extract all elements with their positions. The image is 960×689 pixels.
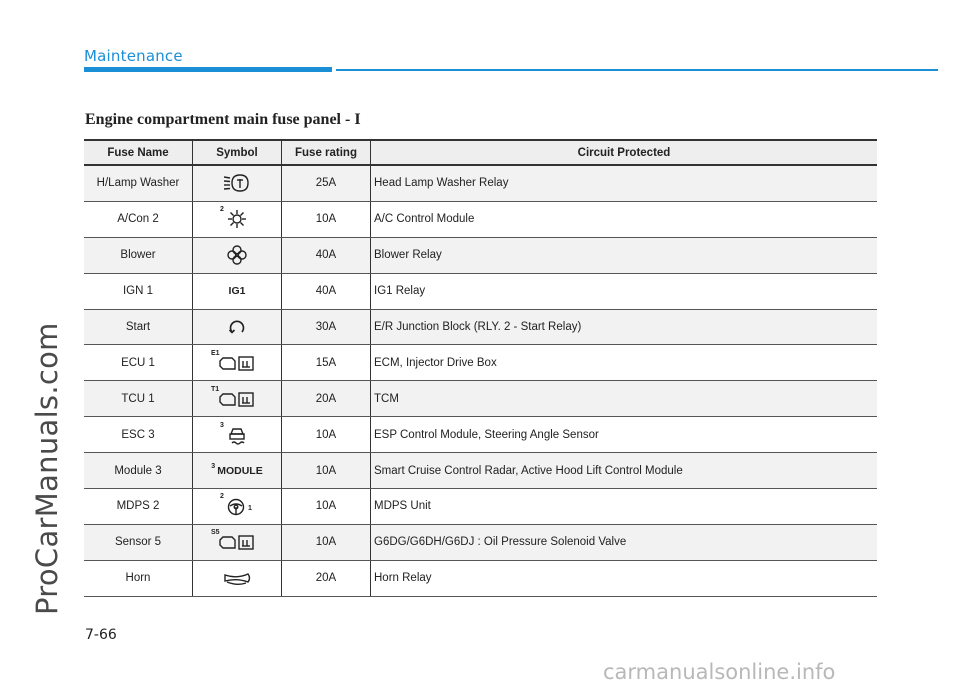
- fuse-name-cell: Sensor 5: [84, 524, 193, 560]
- fuse-name-cell: IGN 1: [84, 273, 193, 309]
- fuse-rating-cell: 25A: [282, 165, 371, 201]
- symbol-superscript: 3: [220, 421, 224, 429]
- symbol-superscript: T1: [211, 385, 220, 393]
- fuse-name-cell: Blower: [84, 237, 193, 273]
- fuse-rating-cell: 10A: [282, 524, 371, 560]
- fuse-name-cell: H/Lamp Washer: [84, 165, 193, 201]
- header-rule-thin: [336, 69, 938, 71]
- table-row: [84, 524, 877, 560]
- symbol-cell: [193, 165, 282, 201]
- table-header-row: [84, 140, 877, 165]
- fuse-name-cell: Start: [84, 309, 193, 345]
- table-row: [84, 201, 877, 237]
- column-header-symbol: Symbol: [193, 140, 282, 165]
- circuit-cell: Smart Cruise Control Radar, Active Hood Lift Control Module: [371, 453, 878, 489]
- side-watermark: ProCarManuals.com: [30, 322, 64, 615]
- circuit-cell: TCM: [371, 381, 878, 417]
- fuse-rating-cell: 20A: [282, 381, 371, 417]
- horn-icon: [222, 567, 252, 589]
- steering-wheel-icon: [220, 493, 252, 517]
- fuse-rating-cell: 10A: [282, 489, 371, 525]
- symbol-superscript: 2: [220, 493, 224, 501]
- fuse-rating-cell: 10A: [282, 201, 371, 237]
- symbol-cell: [193, 524, 282, 560]
- fuse-name-cell: ESC 3: [84, 417, 193, 453]
- table-row: [84, 273, 877, 309]
- table-row: [84, 309, 877, 345]
- symbol-suffix: 1: [248, 505, 252, 513]
- ignition-text-icon: IG1: [228, 285, 246, 298]
- table-row: [84, 453, 877, 489]
- table-row: [84, 345, 877, 381]
- symbol-cell: [193, 345, 282, 381]
- symbol-cell: [193, 489, 282, 525]
- symbol-cell: [193, 381, 282, 417]
- column-header-circuit: Circuit Protected: [371, 140, 878, 165]
- esc-icon: [220, 421, 248, 446]
- page-number: 7-66: [85, 627, 117, 643]
- module-label: MODULE: [217, 464, 263, 477]
- circuit-cell: E/R Junction Block (RLY. 2 - Start Relay): [371, 309, 878, 345]
- fuse-name-cell: A/Con 2: [84, 201, 193, 237]
- table-row: [84, 237, 877, 273]
- fuse-name-cell: TCU 1: [84, 381, 193, 417]
- symbol-cell: [193, 237, 282, 273]
- fuse-name-cell: Horn: [84, 560, 193, 596]
- symbol-cell: [193, 453, 282, 489]
- table-row: [84, 489, 877, 525]
- engine-control-icon: [211, 349, 257, 374]
- symbol-superscript: 3: [211, 462, 216, 470]
- fuse-rating-cell: 10A: [282, 417, 371, 453]
- fuse-rating-cell: 40A: [282, 237, 371, 273]
- symbol-superscript: S5: [211, 529, 220, 537]
- fuse-rating-cell: 40A: [282, 273, 371, 309]
- circuit-cell: Blower Relay: [371, 237, 878, 273]
- fuse-rating-cell: 30A: [282, 309, 371, 345]
- bottom-watermark: carmanualsonline.info: [603, 660, 836, 684]
- circuit-cell: IG1 Relay: [371, 273, 878, 309]
- circuit-cell: Horn Relay: [371, 560, 878, 596]
- circuit-cell: ECM, Injector Drive Box: [371, 345, 878, 381]
- circuit-cell: G6DG/G6DH/G6DJ : Oil Pressure Solenoid Valve: [371, 524, 878, 560]
- column-header-fuse-name: Fuse Name: [84, 140, 193, 165]
- blower-fan-icon: [226, 244, 248, 266]
- engine-control-icon: [211, 529, 257, 553]
- fuse-name-cell: Module 3: [84, 453, 193, 489]
- symbol-superscript: E1: [211, 349, 220, 357]
- symbol-superscript: 2: [220, 206, 224, 214]
- symbol-cell: [193, 273, 282, 309]
- start-icon: [227, 316, 247, 338]
- fuse-name-cell: MDPS 2: [84, 489, 193, 525]
- page-title: Engine compartment main fuse panel - I: [85, 111, 361, 128]
- table-row: [84, 417, 877, 453]
- engine-control-icon: [211, 385, 257, 410]
- header-rule-thick: [84, 67, 332, 72]
- circuit-cell: ESP Control Module, Steering Angle Sensor: [371, 417, 878, 453]
- module-text-icon: [211, 462, 263, 477]
- circuit-cell: Head Lamp Washer Relay: [371, 165, 878, 201]
- symbol-cell: [193, 417, 282, 453]
- circuit-cell: A/C Control Module: [371, 201, 878, 237]
- table-row: [84, 560, 877, 596]
- symbol-cell: [193, 560, 282, 596]
- circuit-cell: MDPS Unit: [371, 489, 878, 525]
- fuse-table: [84, 139, 877, 597]
- symbol-cell: [193, 201, 282, 237]
- fuse-name-cell: ECU 1: [84, 345, 193, 381]
- column-header-fuse-rating: Fuse rating: [282, 140, 371, 165]
- table-row: [84, 165, 877, 201]
- fuse-rating-cell: 10A: [282, 453, 371, 489]
- ac-icon: [220, 206, 248, 230]
- fuse-rating-cell: 20A: [282, 560, 371, 596]
- symbol-cell: [193, 309, 282, 345]
- fuse-rating-cell: 15A: [282, 345, 371, 381]
- table-row: [84, 381, 877, 417]
- section-label: Maintenance: [84, 47, 183, 65]
- headlamp-washer-icon: [222, 172, 252, 194]
